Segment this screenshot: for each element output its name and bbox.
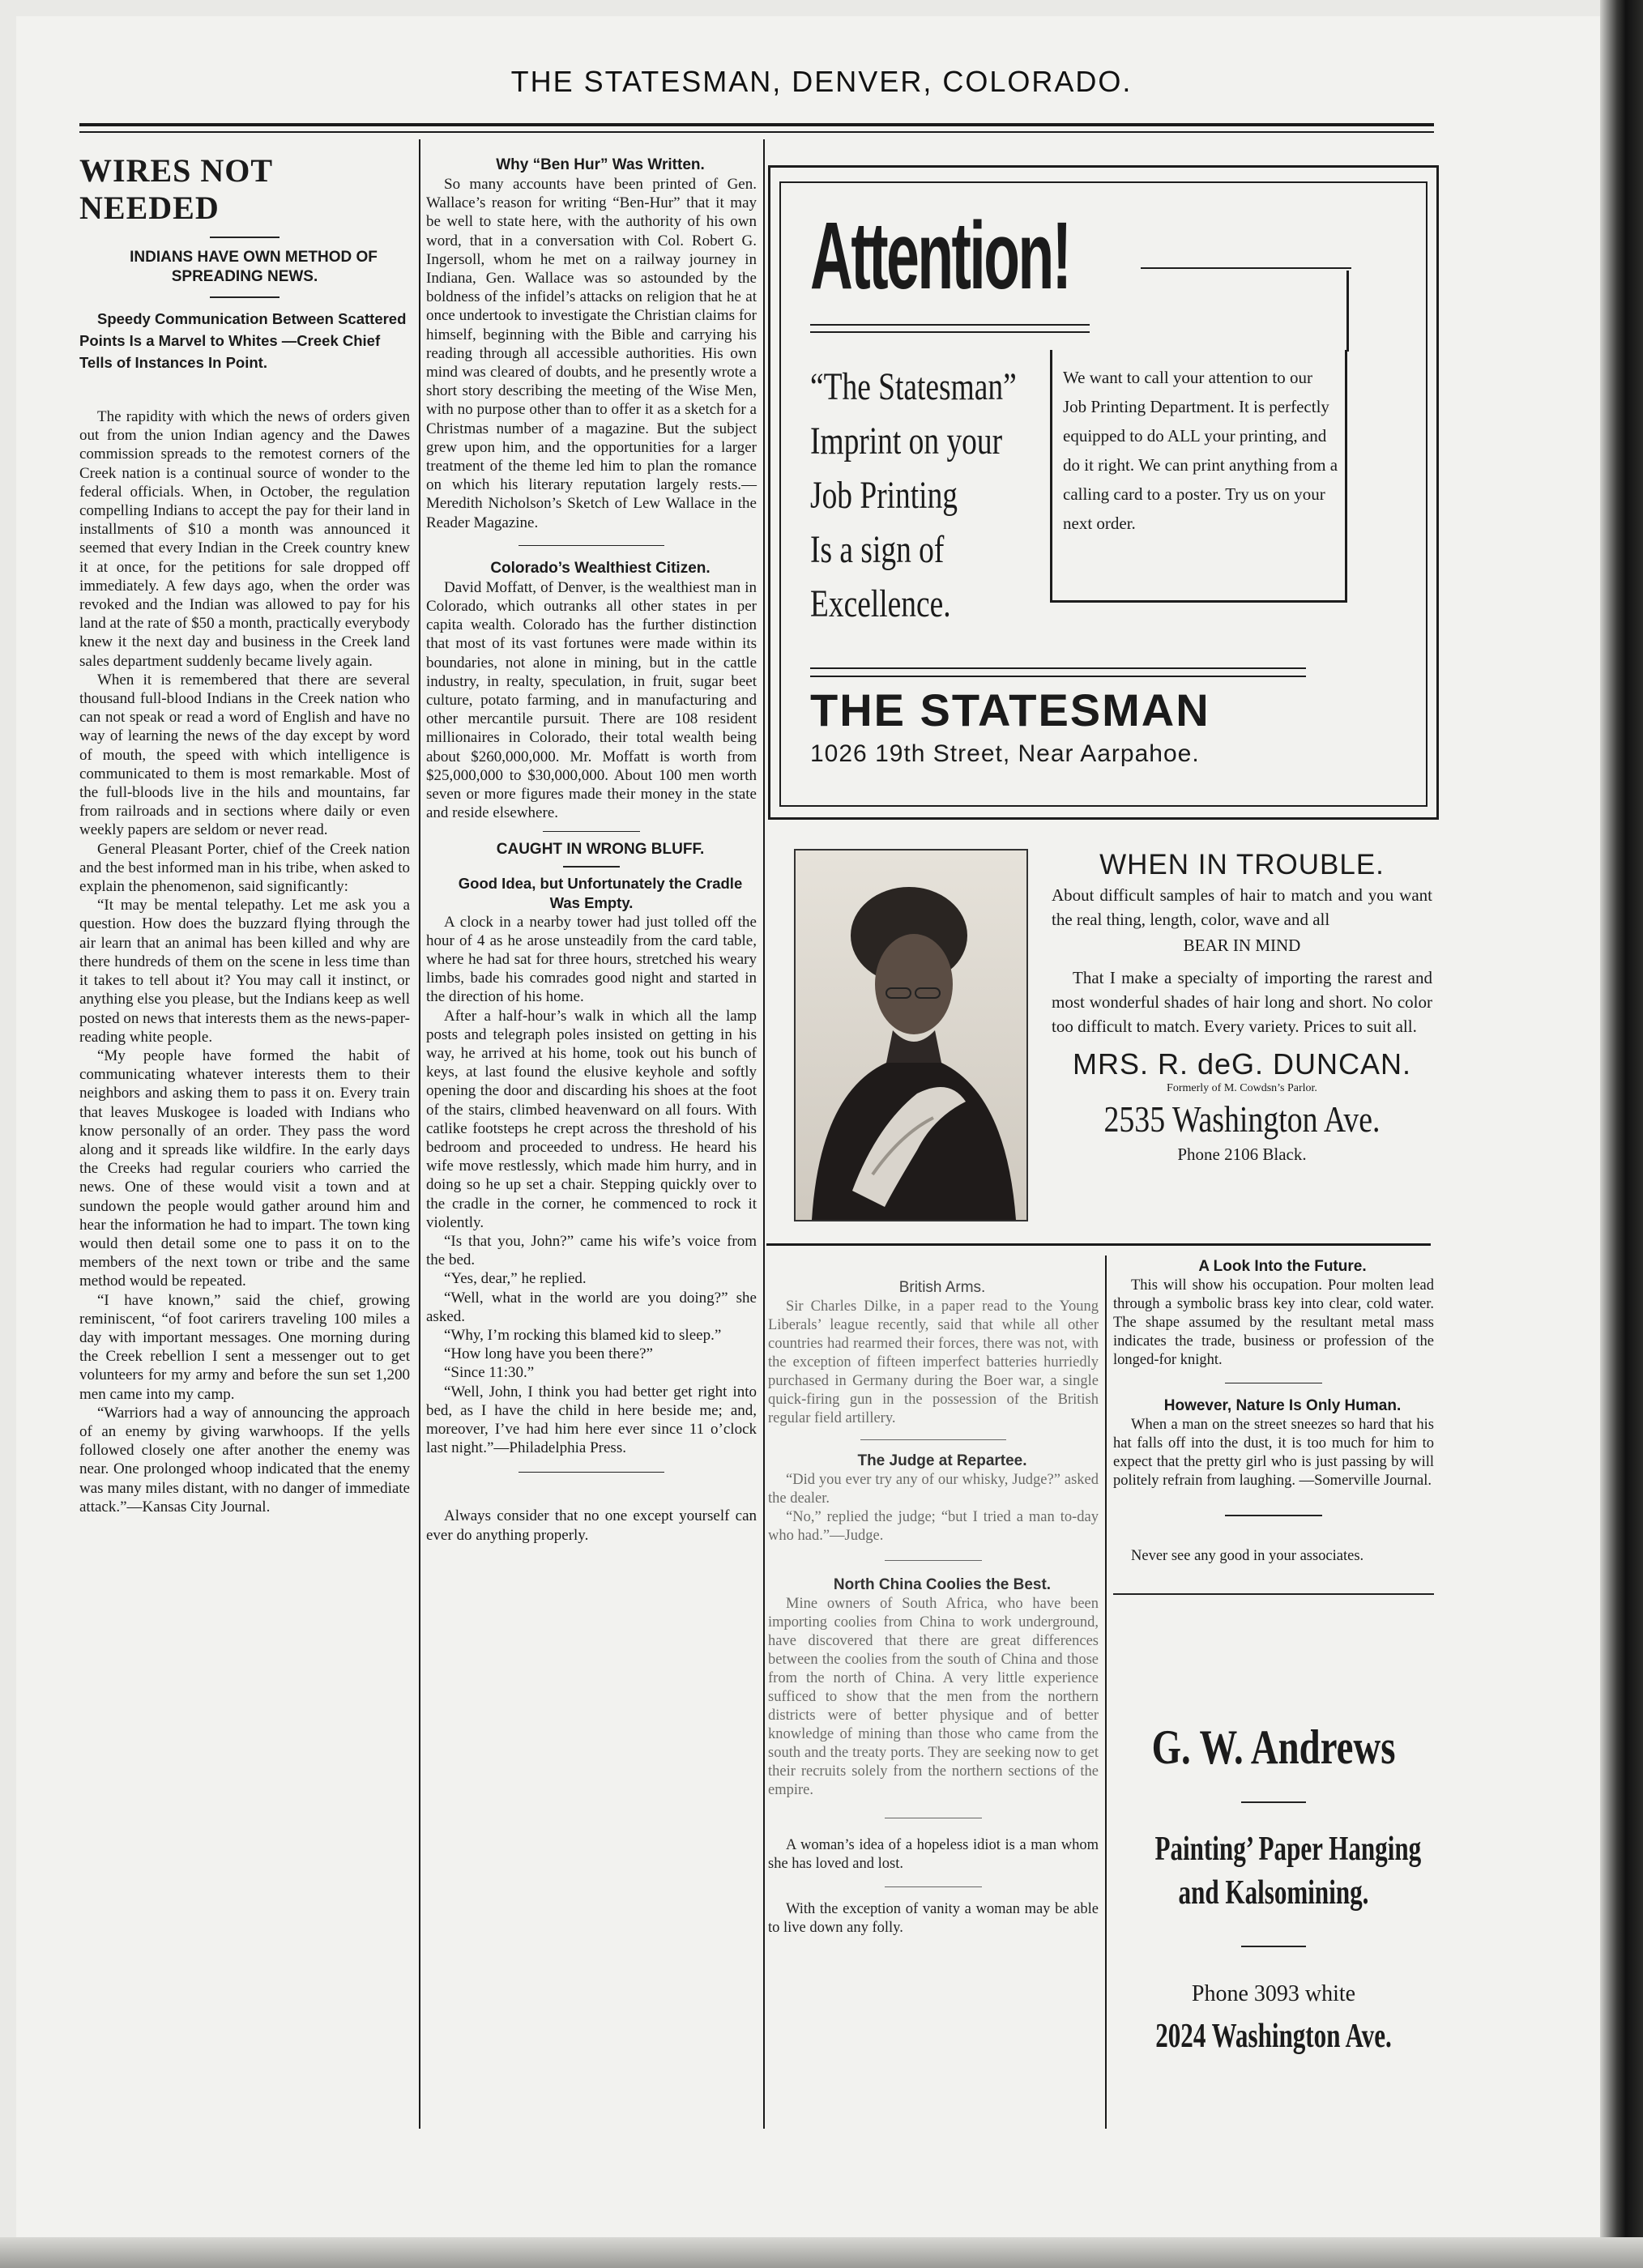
paragraph: General Pleasant Porter, chief of the Creek nation and the best informed man in his tribe, when asked to explain the phenomenon, said significantly: (79, 840, 410, 896)
paragraph: “How long have you been there?” (444, 1345, 653, 1363)
statesman-name: THE STATESMAN (810, 684, 1210, 735)
article-title-wires: WIRES NOT NEEDED (79, 152, 273, 226)
statesman-address: 1026 19th Street, Near Aarpahoe. (810, 740, 1200, 767)
imprint-slogan: “The Statesman” Imprint on your Job Printing Is a sign of Excellence. (810, 365, 1017, 625)
top-rule (79, 123, 1434, 126)
paragraph: “Well, what in the world are you doing?” she asked. (426, 1289, 757, 1325)
paragraph: “It may be mental telepathy. Let me ask you a question. How does the buzzard flying through the air learn that an animal has been killed and why are there hundreds of them on the scene in less time than it takes to tell about it? You may call it instinct, or anything else you please, but the Indians keep as well posted on news that interests them as the news-paper-reading white people. (79, 897, 411, 1046)
duncan-headline: WHEN IN TROUBLE. (1099, 849, 1385, 880)
paragraph: “My people have formed the habit of communicating whatever interests them to their neighbors and asking them to pass it on. Every train that leaves Muskogee is loaded with Indians who know personally of an order. They pass the word along and it spreads like wildfire. In the early days the Creeks had regular couriers who carried the news. One of these would visit a town and at sundown the people would gather around him and hear the information he had to impart. The town king would then detail some one to pass it on to the members of the next town or tribe and the same method would be repeated. (79, 1047, 410, 1290)
portrait-photo (794, 849, 1028, 1221)
statesman-ad (768, 165, 1439, 820)
paragraph: “Since 11:30.” (444, 1364, 535, 1382)
article-title-future: A Look Into the Future. (1198, 1258, 1367, 1275)
column-1 (79, 152, 410, 1516)
andrews-phone: Phone 3093 white (1191, 1981, 1356, 2006)
paragraph: “Is that you, John?” came his wife’s voice from the bed. (426, 1232, 757, 1269)
andrews-services-2: and Kalsomining. (1178, 1874, 1369, 1912)
printing-dept-text: We want to call your attention to our Job Printing Department. It is perfectly equipped to do ALL your printing, and do it right. We can print anything from a calling card to a poster. Try us on your next order. (1063, 368, 1338, 533)
paragraph: Sir Charles Dilke, in a paper read to the Young Liberals’ league recently, said that while all other countries had rearmed their forces, there was not, with the exception of fifteen imperfect batteries hurriedly purchased in Germany during the Boer war, a single quick-firing gun in the possession of the British regular field artillery. (768, 1298, 1099, 1426)
paragraph: “Warriors had a way of announcing the approach of an enemy by giving warwhoops. If the yells followed closely one after another the enemy was near. One prolonged whoop indicated that the enemy was many miles distant, with no danger of immediate attack.”—Kansas City Journal. (79, 1404, 410, 1516)
paragraph: So many accounts have been printed of Gen. Wallace’s reason for writing “Ben-Hur” that it may be well to state here, with the authority of his own word, that in a conversation with Col. Robert G. Ingersoll, whom he met on a railway journey in Indiana, Gen. Wallace was so astounded by the boldness of the infidel’s attacks on religion that he at once undertook to investigate the Christian claims for himself, beginning with the Bible and carrying his reading through all accessible authorities. His own mind was cleared of doubts, and he presently wrote a short story describing the meeting of the Wise Men, with no purpose other than to offer it as a sketch for a Christmas number of a magazine. But the subject grew upon him, and the opportunities for a larger treatment of the theme led him to plan the romance on which his literary reputation largely rests.—Meredith Nicholson’s Sketch of Lew Wallace in the Reader Magazine. (426, 176, 757, 531)
andrews-address: 2024 Washington Ave. (1155, 2018, 1392, 2055)
photo-section-rule (766, 1243, 1431, 1246)
column-rule-3 (1105, 1256, 1107, 2129)
masthead: THE STATESMAN, DENVER, COLORADO. (510, 65, 1133, 98)
binding-shadow (1600, 0, 1643, 2268)
column-rule-2 (763, 139, 765, 2129)
paragraph: This will show his occupation. Pour molten lead through a symbolic brass key into clear, cold water. The shape assumed by the resultant metal mass indicates the trade, business or profession of the longed-for knight. (1113, 1277, 1434, 1368)
paragraph: A clock in a nearby tower had just tolled off the hour of 4 as he arose unsteadily from the card table, where he had sat for three hours, stretched his weary limbs, bade his comrades good night and started in the direction of his home. (426, 913, 757, 1006)
paragraph: “Yes, dear,” he replied. (444, 1270, 587, 1288)
column-4 (1113, 1257, 1434, 1595)
paragraph: “Well, John, I think you had better get right into bed, as I have the child in here beside me; and, moreover, I’ve had him here ever since 11 o’clock last night.”—Philadelphia Press. (426, 1383, 757, 1457)
article-title-benhur: Why “Ben Hur” Was Written. (496, 156, 705, 173)
duncan-formerly: Formerly of M. Cowdsn’s Parlor. (1167, 1082, 1317, 1094)
column-rule-1 (419, 139, 420, 2129)
paragraph: A woman’s idea of a hopeless idiot is a man whom she has loved and lost. (768, 1837, 1099, 1872)
paragraph: The rapidity with which the news of orders given out from the union Indian agency and the Dawes commission spreads to the remotest corners of the Creek nation is a continual source of wonder to the federal officials. When, in October, the regulation compelling Indians to accept the pay for their land in installments of $10 a month was announced it seemed that every Indian in the Creek country knew it at once, for the petitions for sale dropped off immediately. A few days ago, when the order was revoked and the Indian was allowed to pay for his land at the rate of $50 a month, practically everybody knew it the next day and business in the Creek land sales department suddenly became lively again. (79, 408, 410, 670)
duncan-ad (1052, 847, 1432, 1165)
article-title-arms: British Arms. (898, 1279, 986, 1296)
paragraph: After a half-hour’s walk in which all the lamp posts and telegraph poles insisted on getting in his way, he arrived at his home, took out his bunch of keys, at last found the elusive keyhole and softly opening the door and discarding his shoes at the foot of the stairs, climbed heavenward on all fours. With catlike footsteps he crept across the threshold of his bedroom and proceeded to undress. He heard his wife move restlessly, which made him hurry, and in doing so he up set a chair. Stepping quickly over to the cradle in the corner, he commenced to rock it violently. (426, 1007, 757, 1231)
paragraph: “I have known,” said the chief, growing reminiscent, “of foot carirers traveling 100 miles a day with important messages. One morning during the Creek rebellion I sent a messenger out to get volunteers for my army and before the sun set 1,200 men came into my camp. (79, 1291, 410, 1403)
paragraph: David Moffatt, of Denver, is the wealthiest man in Colorado, which outranks all other states in per capita wealth. Colorado has the further distinction that most of its vast fortunes were made within its boundaries, not alone in mining, but in the cattle industry, in realty, speculation, in fruit, sugar beet culture, potato farming, and in manufacturing and other mercantile pursuit. There are 108 resident millionaires in Colorado, their total wealth being about $260,000,000. Mr. Moffatt is worth from $25,000,000 to $30,000,000. About 100 men worth seven or more figures made their money in the state and reside elsewhere. (426, 578, 757, 822)
paragraph: With the exception of vanity a woman may be able to live down any folly. (768, 1901, 1099, 1936)
column-3 (768, 1278, 1099, 1938)
article-title-bluff: CAUGHT IN WRONG BLUFF. (496, 840, 705, 858)
duncan-address: 2535 Washington Ave. (1103, 1099, 1381, 1140)
article-title-human: However, Nature Is Only Human. (1163, 1397, 1402, 1414)
duncan-bear-in-mind: BEAR IN MIND (1183, 936, 1301, 955)
duncan-phone: Phone 2106 Black. (1177, 1145, 1307, 1164)
closing-aphorism: Always consider that no one except yourself can ever do anything properly. (426, 1507, 757, 1544)
duncan-name: MRS. R. deG. DUNCAN. (1072, 1047, 1412, 1081)
andrews-name: G. W. Andrews (1151, 1720, 1396, 1774)
paragraph: “Why, I’m rocking this blamed kid to sleep.” (444, 1326, 722, 1344)
paragraph: “No,” replied the judge; “but I tried a man to-day who had.”—Judge. (768, 1509, 1099, 1544)
column-2 (426, 156, 757, 1545)
andrews-services-1: Painting’ Paper Hanging (1154, 1831, 1422, 1868)
article-subtitle-wires: INDIANS HAVE OWN METHOD OF SPREADING NEWS. (130, 249, 378, 285)
attention-headline: Attention! (810, 202, 1070, 309)
duncan-text-2: That I make a specialty of importing the rarest and most wonderful shades of hair long and short. No color too difficult to match. Every variety. Prices to suit all. (1052, 968, 1432, 1036)
article-title-moffatt: Colorado’s Wealthiest Citizen. (490, 559, 711, 577)
paragraph: Mine owners of South Africa, who have been importing coolies from China to work underground, have discovered that there are great differences between the coolies from the south of China and those from the north of China. A very little experience sufficed to show that the men from the northern districts were of better physique and of better knowledge of mining than those who came from the south and the treaty ports. They are seeking now to get their recruits solely from the northern sections of the empire. (768, 1596, 1099, 1798)
paragraph: “Did you ever try any of our whisky, Judge?” asked the dealer. (768, 1472, 1099, 1507)
paragraph: When it is remembered that there are several thousand full-blood Indians in the Creek nation who can not speak or read a word of English and have no way of learning the news of the day except by word of mouth, the speed with which intelligence is communicated to them is most remarkable. Most of the full-bloods live in the hils and mountains, far from railroads and in sections where daily or even weekly papers are seldom or never read. (79, 671, 410, 839)
article-title-coolies: North China Coolies the Best. (833, 1576, 1052, 1593)
paragraph: Never see any good in your associates. (1131, 1548, 1364, 1564)
duncan-text-1: About difficult samples of hair to match and you want the real thing, length, color, wave and all (1052, 885, 1432, 929)
bottom-margin (0, 2237, 1643, 2268)
andrews-ad (1113, 1717, 1434, 2062)
top-rule-thin (79, 131, 1434, 133)
article-deck-wires: Speedy Communication Between Scattered Points Is a Marvel to Whites —Creek Chief Tells of Instances In Point. (79, 310, 407, 371)
paragraph: When a man on the street sneezes so hard that his hat falls off into the dust, it is too much for him to expect that the pretty girl who is just passing by will politely refrain from laughing. —Somerville Journal. (1113, 1417, 1434, 1489)
article-title-judge: The Judge at Repartee. (857, 1452, 1027, 1469)
article-deck-bluff: Good Idea, but Unfortunately the Cradle Was Empty. (458, 874, 743, 911)
